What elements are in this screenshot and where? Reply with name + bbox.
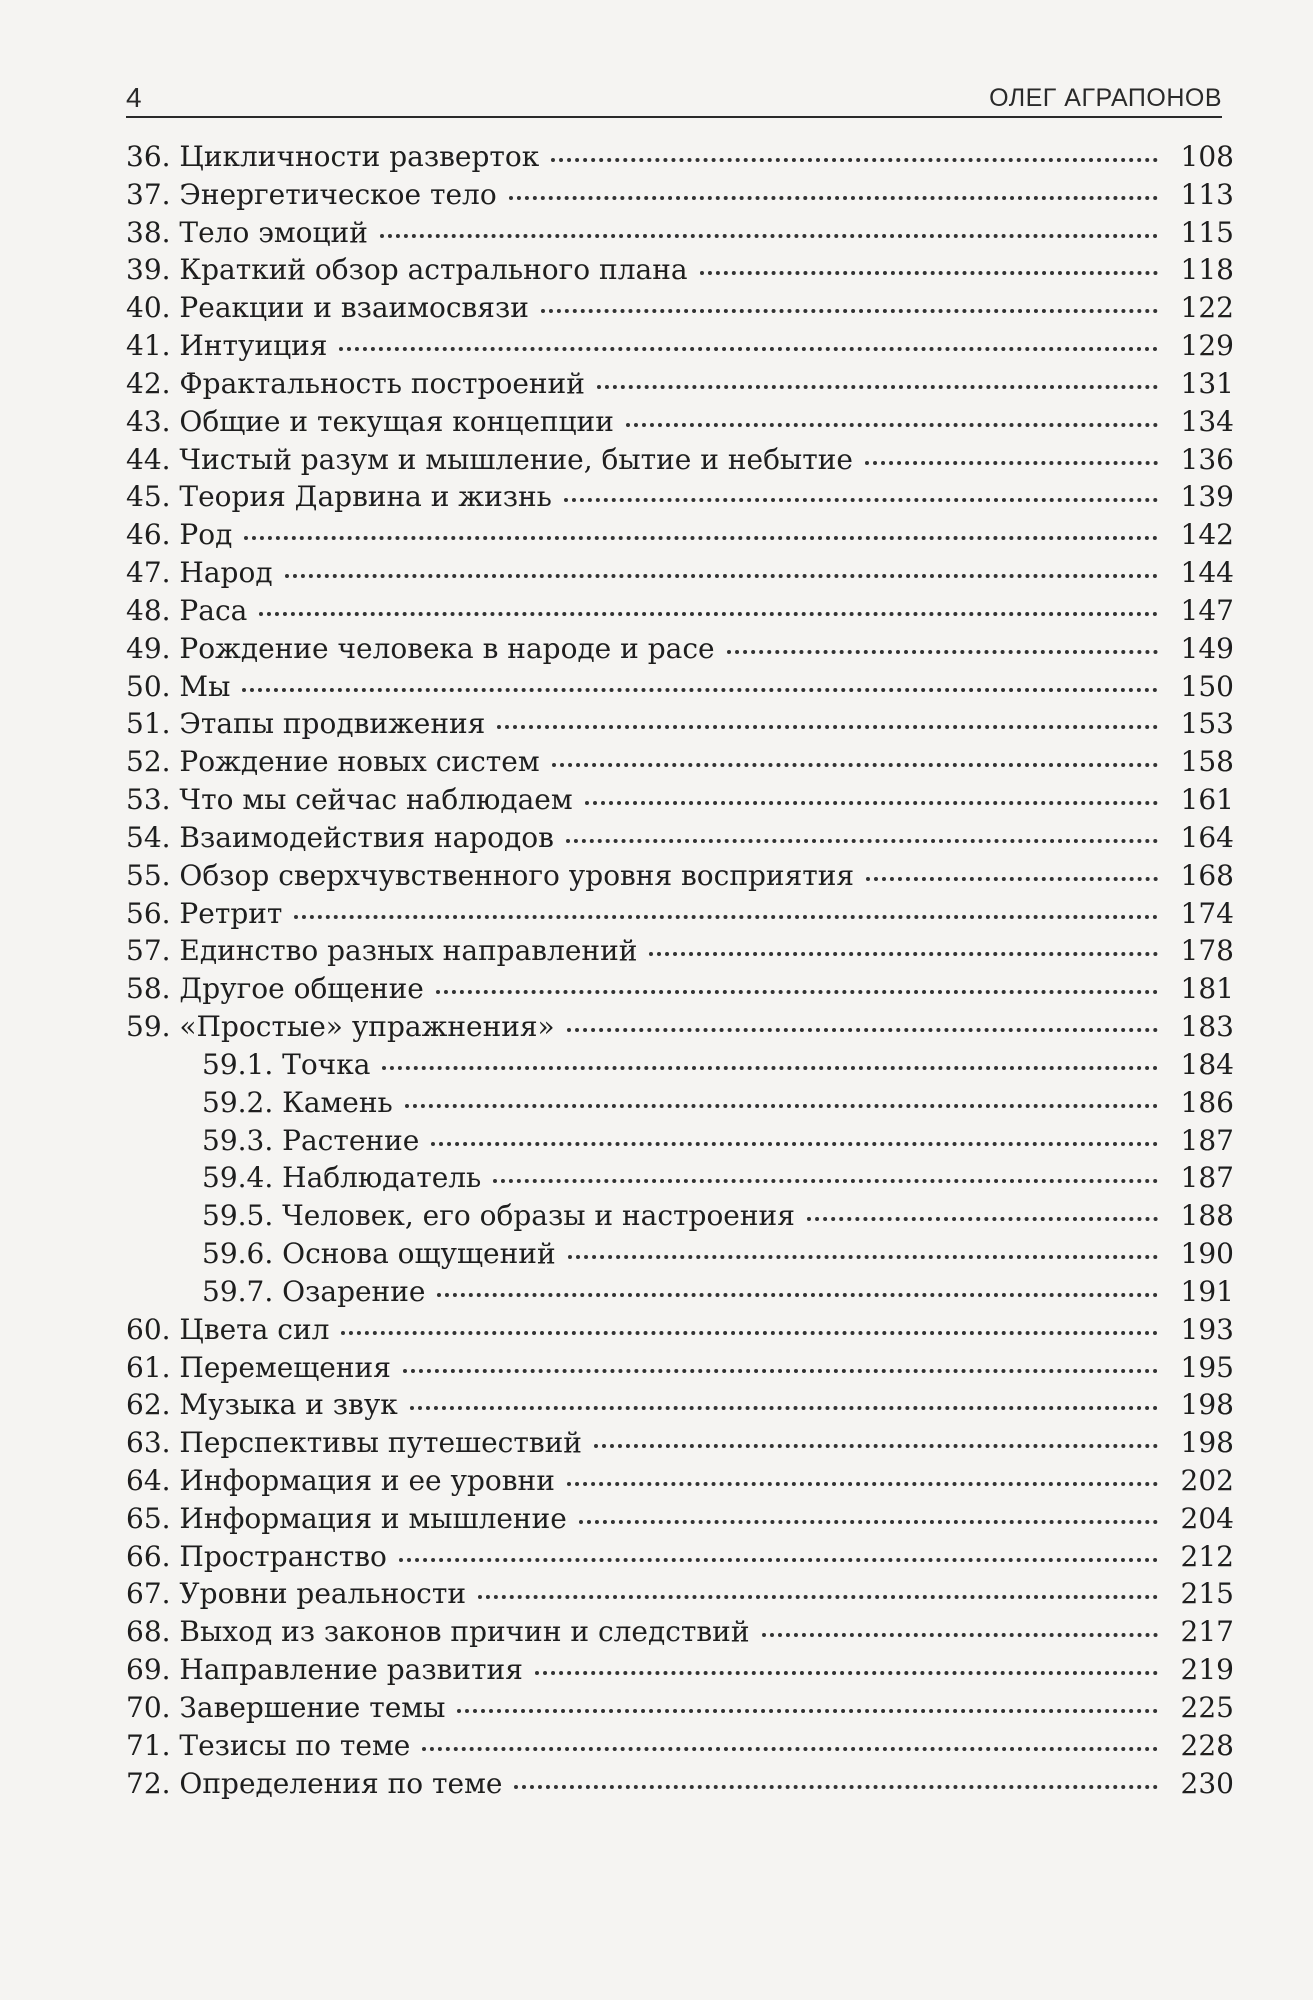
toc-subentry xyxy=(126,1084,1234,1122)
dot-leader xyxy=(762,1632,1158,1637)
toc-entry xyxy=(126,1613,1234,1651)
toc-entry-title: 59.6. Основа ощущений xyxy=(202,1237,556,1271)
toc-entry-title: 61. Перемещения xyxy=(126,1350,391,1384)
toc-entry xyxy=(126,1386,1234,1424)
toc-entry xyxy=(126,1008,1234,1046)
toc-entry-page: 181 xyxy=(1180,972,1234,1006)
toc-entry-page: 230 xyxy=(1180,1766,1234,1800)
dot-leader xyxy=(242,687,1158,692)
toc-entry-title: 60. Цвета сил xyxy=(126,1312,330,1346)
toc-entry-page: 136 xyxy=(1180,442,1234,476)
dot-leader xyxy=(493,1178,1158,1183)
header-rule xyxy=(126,116,1222,118)
dot-leader xyxy=(405,1103,1158,1108)
toc-entry-title: 65. Информация и мышление xyxy=(126,1501,567,1535)
toc-entry xyxy=(126,1424,1234,1462)
dot-leader xyxy=(285,573,1158,578)
toc-entry-title: 42. Фрактальность построений xyxy=(126,366,585,400)
toc-entry-page: 191 xyxy=(1180,1274,1234,1308)
running-head-author: ОЛЕГ АГРАПОНОВ xyxy=(989,84,1222,112)
toc-subentry xyxy=(126,1122,1234,1160)
dot-leader xyxy=(341,1330,1158,1335)
toc-entry-title: 59.7. Озарение xyxy=(202,1274,426,1308)
toc-entry-page: 139 xyxy=(1180,480,1234,514)
dot-leader xyxy=(399,1557,1158,1562)
toc-entry xyxy=(126,1538,1234,1576)
dot-leader xyxy=(568,1254,1158,1259)
toc-subentry xyxy=(126,1273,1234,1311)
toc-entry xyxy=(126,1462,1234,1500)
dot-leader xyxy=(437,1292,1158,1297)
toc-entry-page: 144 xyxy=(1180,556,1234,590)
toc-entry xyxy=(126,138,1234,176)
toc-entry-title: 47. Народ xyxy=(126,556,273,590)
dot-leader xyxy=(535,1670,1158,1675)
toc-entry-page: 204 xyxy=(1180,1501,1234,1535)
dot-leader xyxy=(382,1065,1158,1070)
dot-leader xyxy=(339,346,1158,351)
toc-entry-title: 59.1. Точка xyxy=(202,1047,371,1081)
toc-subentry xyxy=(126,1197,1234,1235)
toc-entry-page: 129 xyxy=(1180,329,1234,363)
toc-entry-page: 184 xyxy=(1180,1047,1234,1081)
dot-leader xyxy=(649,951,1158,956)
toc-entry-page: 147 xyxy=(1180,593,1234,627)
toc-entry-page: 142 xyxy=(1180,518,1234,552)
toc-entry-title: 39. Краткий обзор астрального плана xyxy=(126,253,688,287)
toc-entry xyxy=(126,743,1234,781)
dot-leader xyxy=(594,1443,1158,1448)
toc-entry-page: 149 xyxy=(1180,631,1234,665)
toc-entry-page: 190 xyxy=(1180,1237,1234,1271)
toc-entry xyxy=(126,289,1234,327)
toc-entry-page: 158 xyxy=(1180,745,1234,779)
toc-entry-title: 59.2. Камень xyxy=(202,1085,393,1119)
toc-entry-page: 188 xyxy=(1180,1199,1234,1233)
toc-entry-page: 217 xyxy=(1180,1615,1234,1649)
toc-entry-title: 36. Цикличности разверток xyxy=(126,140,540,173)
dot-leader xyxy=(403,1368,1158,1373)
toc-entry-title: 59.3. Растение xyxy=(202,1123,420,1157)
toc-entry-page: 150 xyxy=(1180,669,1234,703)
toc-entry-page: 219 xyxy=(1180,1653,1234,1687)
toc-entry-title: 57. Единство разных направлений xyxy=(126,934,638,968)
dot-leader xyxy=(457,1708,1158,1713)
dot-leader xyxy=(244,535,1158,540)
toc-entry xyxy=(126,516,1234,554)
toc-entry xyxy=(126,365,1234,403)
toc-entry-page: 187 xyxy=(1180,1161,1234,1195)
toc-entry xyxy=(126,1651,1234,1689)
dot-leader xyxy=(422,1746,1158,1751)
toc-entry xyxy=(126,554,1234,592)
dot-leader xyxy=(552,762,1158,767)
toc-entry-page: 118 xyxy=(1180,253,1234,287)
toc-entry-title: 59. «Простые» упражнения» xyxy=(126,1010,555,1044)
dot-leader xyxy=(727,649,1158,654)
toc-entry-page: 198 xyxy=(1180,1426,1234,1460)
toc-entry-title: 58. Другое общение xyxy=(126,972,424,1006)
toc-entry-title: 66. Пространство xyxy=(126,1539,387,1573)
toc-entry-title: 48. Раса xyxy=(126,593,248,627)
toc-entry-title: 63. Перспективы путешествий xyxy=(126,1426,582,1460)
toc-entry xyxy=(126,819,1234,857)
toc-entry-title: 49. Рождение человека в народе и расе xyxy=(126,631,715,665)
toc-entry xyxy=(126,668,1234,706)
toc-subentry xyxy=(126,1159,1234,1197)
toc-entry-title: 68. Выход из законов причин и следствий xyxy=(126,1615,750,1649)
toc-entry xyxy=(126,970,1234,1008)
toc-entry-page: 115 xyxy=(1180,215,1234,249)
dot-leader xyxy=(865,460,1158,465)
toc-entry xyxy=(126,214,1234,252)
dot-leader xyxy=(807,1216,1158,1221)
toc-entry-title: 38. Тело эмоций xyxy=(126,215,368,249)
toc-entry-page: 215 xyxy=(1180,1577,1234,1611)
dot-leader xyxy=(294,914,1158,919)
toc-entry xyxy=(126,1575,1234,1613)
toc-subentry xyxy=(126,1046,1234,1084)
toc-entry-page: 161 xyxy=(1180,783,1234,817)
toc-entry-page: 183 xyxy=(1180,1010,1234,1044)
dot-leader xyxy=(551,157,1158,162)
toc-entry-title: 44. Чистый разум и мышление, бытие и небытие xyxy=(126,442,853,476)
dot-leader xyxy=(585,800,1158,805)
toc-entry-title: 53. Что мы сейчас наблюдаем xyxy=(126,783,573,817)
toc-entry xyxy=(126,327,1234,365)
toc-entry-title: 45. Теория Дарвина и жизнь xyxy=(126,480,552,514)
toc-entry-title: 59.4. Наблюдатель xyxy=(202,1161,482,1195)
dot-leader xyxy=(497,724,1158,729)
toc-entry xyxy=(126,403,1234,441)
toc-entry xyxy=(126,1311,1234,1349)
toc-entry xyxy=(126,1727,1234,1765)
dot-leader xyxy=(567,1027,1158,1032)
toc-entry xyxy=(126,1689,1234,1727)
toc-entry-title: 50. Мы xyxy=(126,669,231,703)
dot-leader xyxy=(579,1519,1158,1524)
toc-entry-title: 67. Уровни реальности xyxy=(126,1577,467,1611)
dot-leader xyxy=(509,195,1158,200)
toc-entry-page: 186 xyxy=(1180,1085,1234,1119)
toc-entry-title: 40. Реакции и взаимосвязи xyxy=(126,291,529,325)
table-of-contents xyxy=(126,138,1234,1802)
toc-entry-title: 46. Род xyxy=(126,518,233,552)
toc-entry-page: 122 xyxy=(1180,291,1234,325)
toc-entry-page: 153 xyxy=(1180,707,1234,741)
dot-leader xyxy=(567,1481,1158,1486)
toc-entry xyxy=(126,441,1234,479)
toc-entry-title: 62. Музыка и звук xyxy=(126,1388,398,1422)
toc-entry-title: 41. Интуиция xyxy=(126,329,328,363)
dot-leader xyxy=(259,611,1158,616)
toc-entry-title: 52. Рождение новых систем xyxy=(126,745,540,779)
toc-entry-page: 131 xyxy=(1180,366,1234,400)
dot-leader xyxy=(597,384,1158,389)
toc-entry-title: 56. Ретрит xyxy=(126,896,283,930)
page-number: 4 xyxy=(126,82,142,113)
toc-entry-page: 178 xyxy=(1180,934,1234,968)
toc-entry xyxy=(126,895,1234,933)
toc-entry xyxy=(126,592,1234,630)
toc-entry xyxy=(126,176,1234,214)
toc-entry-page: 168 xyxy=(1180,858,1234,892)
dot-leader xyxy=(564,497,1158,502)
toc-entry-page: 187 xyxy=(1180,1123,1234,1157)
toc-entry-page: 212 xyxy=(1180,1539,1234,1573)
dot-leader xyxy=(626,422,1158,427)
toc-entry xyxy=(126,781,1234,819)
toc-entry-page: 202 xyxy=(1180,1463,1234,1497)
toc-entry xyxy=(126,630,1234,668)
toc-entry xyxy=(126,705,1234,743)
toc-entry-title: 51. Этапы продвижения xyxy=(126,707,486,741)
toc-entry-page: 108 xyxy=(1180,140,1234,173)
toc-entry-title: 69. Направление развития xyxy=(126,1653,523,1687)
toc-entry-title: 64. Информация и ее уровни xyxy=(126,1463,555,1497)
dot-leader xyxy=(866,876,1158,881)
toc-entry-page: 225 xyxy=(1180,1690,1234,1724)
toc-entry-title: 55. Обзор сверхчувственного уровня восприятия xyxy=(126,858,855,892)
dot-leader xyxy=(566,838,1158,843)
dot-leader xyxy=(436,989,1158,994)
toc-entry-page: 228 xyxy=(1180,1728,1234,1762)
toc-entry-title: 71. Тезисы по теме xyxy=(126,1728,411,1762)
toc-entry-page: 195 xyxy=(1180,1350,1234,1384)
toc-entry-page: 193 xyxy=(1180,1312,1234,1346)
dot-leader xyxy=(541,308,1158,313)
toc-entry xyxy=(126,932,1234,970)
toc-entry xyxy=(126,1500,1234,1538)
dot-leader xyxy=(478,1594,1158,1599)
toc-entry-title: 72. Определения по теме xyxy=(126,1766,503,1800)
toc-entry-title: 59.5. Человек, его образы и настроения xyxy=(202,1199,795,1233)
toc-entry xyxy=(126,1349,1234,1387)
toc-entry xyxy=(126,478,1234,516)
toc-entry-title: 43. Общие и текущая концепции xyxy=(126,404,614,438)
dot-leader xyxy=(700,270,1158,275)
dot-leader xyxy=(410,1405,1158,1410)
toc-entry-page: 164 xyxy=(1180,820,1234,854)
toc-entry-page: 174 xyxy=(1180,896,1234,930)
dot-leader xyxy=(514,1784,1158,1789)
toc-entry-page: 113 xyxy=(1180,177,1234,211)
toc-entry-title: 37. Энергетическое тело xyxy=(126,177,497,211)
dot-leader xyxy=(380,233,1158,238)
toc-entry xyxy=(126,1765,1234,1803)
toc-entry-title: 54. Взаимодействия народов xyxy=(126,820,554,854)
toc-entry-page: 134 xyxy=(1180,404,1234,438)
toc-entry xyxy=(126,857,1234,895)
toc-entry-page: 198 xyxy=(1180,1388,1234,1422)
toc-entry xyxy=(126,251,1234,289)
dot-leader xyxy=(431,1141,1158,1146)
toc-subentry xyxy=(126,1235,1234,1273)
toc-entry-title: 70. Завершение темы xyxy=(126,1690,446,1724)
